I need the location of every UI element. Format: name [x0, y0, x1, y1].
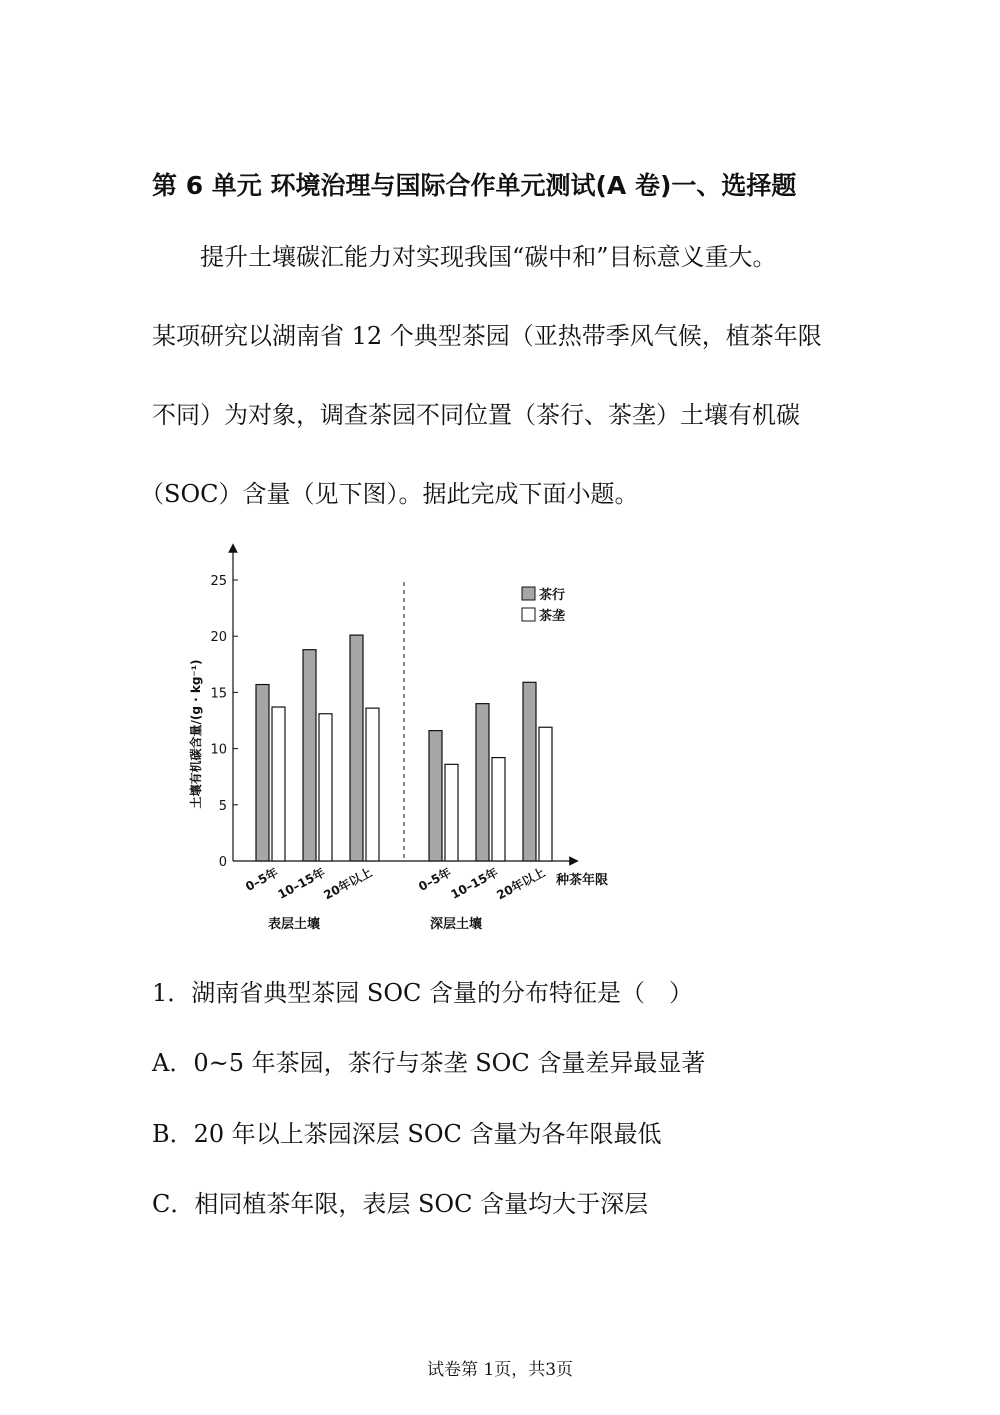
y-axis-label: 土壤有机碳含量/(g · kg⁻¹) [189, 659, 203, 809]
bar-ridge [539, 727, 552, 861]
bar-row [350, 635, 363, 861]
soc-bar-chart [180, 540, 640, 940]
intro-line-4: （SOC）含量（见下图）。据此完成下面小题。 [140, 480, 639, 508]
legend [522, 587, 565, 624]
bar-row [476, 704, 489, 861]
bar-ridge [319, 714, 332, 861]
group-label-surface: 表层土壤 [268, 917, 321, 932]
bar-row [429, 731, 442, 861]
bar-ridge [366, 708, 379, 861]
x-tick-label: 10–15年 [448, 865, 501, 902]
question-stem: 1．湖南省典型茶园 SOC 含量的分布特征是（ ） [152, 979, 694, 1007]
intro-line-2: 某项研究以湖南省 12 个典型茶园（亚热带季风气候，植茶年限 [152, 322, 822, 350]
page-footer: 试卷第 1页，共3页 [426, 1360, 574, 1380]
bar-row [303, 650, 316, 861]
legend-label-row: 茶行 [539, 588, 566, 603]
x-tick-label: 20年以上 [494, 865, 548, 903]
x-tick-label: 10–15年 [275, 865, 328, 902]
x-axis-label: 种茶年限 [556, 873, 609, 888]
y-tick-label: 20 [210, 630, 227, 646]
legend-swatch-ridge [522, 608, 535, 621]
bar-row [523, 682, 536, 861]
legend-label-ridge: 茶垄 [539, 609, 566, 624]
bar-ridge [492, 758, 505, 861]
group-label-deep: 深层土壤 [430, 917, 483, 932]
y-tick-label: 15 [210, 686, 227, 702]
y-tick-label: 5 [218, 798, 227, 814]
intro-line-1: 提升土壤碳汇能力对实现我国“碳中和”目标意义重大。 [200, 243, 777, 271]
bar-row [256, 685, 269, 861]
x-tick-label: 0–5年 [416, 865, 454, 894]
y-tick-label: 25 [210, 574, 227, 589]
bar-ridge [272, 707, 285, 861]
intro-line-3: 不同）为对象，调查茶园不同位置（茶行、茶垄）土壤有机碳 [152, 401, 800, 429]
option-a[interactable]: A．0~5 年茶园，茶行与茶垄 SOC 含量差异最显著 [152, 1049, 706, 1077]
y-tick-label: 10 [210, 742, 227, 758]
y-tick-label: 0 [218, 855, 227, 870]
x-tick-label: 0–5年 [243, 865, 281, 894]
bar-ridge [445, 764, 458, 861]
option-c[interactable]: C．相同植茶年限，表层 SOC 含量均大于深层 [152, 1190, 649, 1218]
x-tick-label: 20年以上 [321, 865, 375, 903]
page-title: 第 6 单元 环境治理与国际合作单元测试(A 卷)一、选择题 [152, 171, 797, 200]
legend-swatch-row [522, 587, 535, 600]
option-b[interactable]: B．20 年以上茶园深层 SOC 含量为各年限最低 [152, 1120, 662, 1148]
